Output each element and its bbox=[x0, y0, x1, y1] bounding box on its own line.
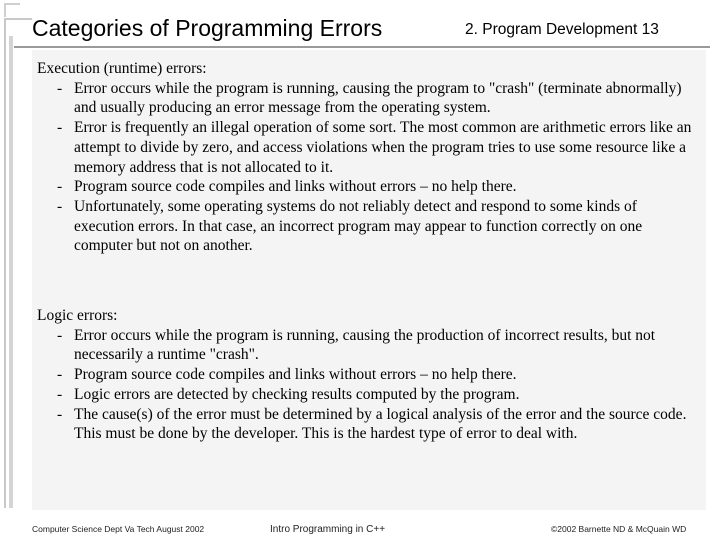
corner-decor-horizontal bbox=[4, 3, 20, 5]
left-decor-line bbox=[4, 18, 6, 508]
bullet-text: Program source code compiles and links without errors – no help there. bbox=[74, 178, 517, 196]
section-page-tag: 2. Program Development 13 bbox=[465, 21, 659, 38]
header-divider bbox=[14, 46, 710, 48]
bullet-marker: - bbox=[57, 197, 63, 215]
left-decor-bar bbox=[9, 36, 13, 508]
corner-decor-vertical bbox=[4, 3, 6, 17]
footer-right: ©2002 Barnette ND & McQuain WD bbox=[551, 524, 687, 534]
bullet-list bbox=[37, 326, 701, 444]
bullet-item bbox=[37, 197, 701, 256]
bullet-text: Logic errors are detected by checking results computed by the program. bbox=[74, 385, 520, 403]
bullet-item bbox=[37, 365, 701, 385]
bullet-item bbox=[37, 385, 701, 405]
section-heading: Logic errors: bbox=[37, 307, 118, 324]
bullet-item bbox=[37, 118, 701, 177]
bullet-marker: - bbox=[57, 366, 63, 384]
bullet-item bbox=[37, 326, 701, 365]
footer-center: Intro Programming in C++ bbox=[270, 524, 386, 535]
bullet-text: Unfortunately, some operating systems do not reliably detect and respond to some kinds of execution errors. In that case, an incorrect program may appear to function correctly on one computer but not on another. bbox=[74, 197, 643, 255]
bullet-text: Program source code compiles and links without errors – no help there. bbox=[74, 366, 517, 384]
bullet-marker: - bbox=[57, 326, 63, 344]
bullet-item bbox=[37, 405, 701, 444]
bullet-marker: - bbox=[57, 385, 63, 403]
bullet-item bbox=[37, 79, 701, 118]
section-heading: Execution (runtime) errors: bbox=[37, 60, 207, 77]
bullet-marker: - bbox=[57, 79, 63, 97]
bullet-text: Error occurs while the program is running, causing the program to "crash" (terminate abnormally) and usually producing an error message from the operating system. bbox=[74, 79, 682, 117]
bullet-marker: - bbox=[57, 405, 63, 423]
logic-errors-section bbox=[37, 306, 701, 444]
bullet-item bbox=[37, 177, 701, 197]
bullet-text: Error is frequently an illegal operation of some sort. The most common are arithmetic errors like an attempt to divide by zero, and access violations when the program tries to use some resource like a memory address that is not allocated to it. bbox=[74, 119, 692, 176]
bullet-list bbox=[37, 79, 701, 256]
bullet-text: The cause(s) of the error must be determined by a logical analysis of the error and the source code. This must be done by the developer. This is the hardest type of error to deal with. bbox=[74, 405, 687, 443]
bullet-text: Error occurs while the program is running, causing the production of incorrect results, but not necessarily a runtime "crash". bbox=[74, 326, 656, 364]
bullet-marker: - bbox=[57, 178, 63, 196]
corner-decor-line bbox=[4, 18, 32, 20]
bullet-marker: - bbox=[57, 119, 63, 137]
slide-title: Categories of Programming Errors bbox=[32, 15, 383, 41]
runtime-errors-section bbox=[37, 59, 701, 256]
footer-left: Computer Science Dept Va Tech August 2002 bbox=[32, 524, 205, 534]
